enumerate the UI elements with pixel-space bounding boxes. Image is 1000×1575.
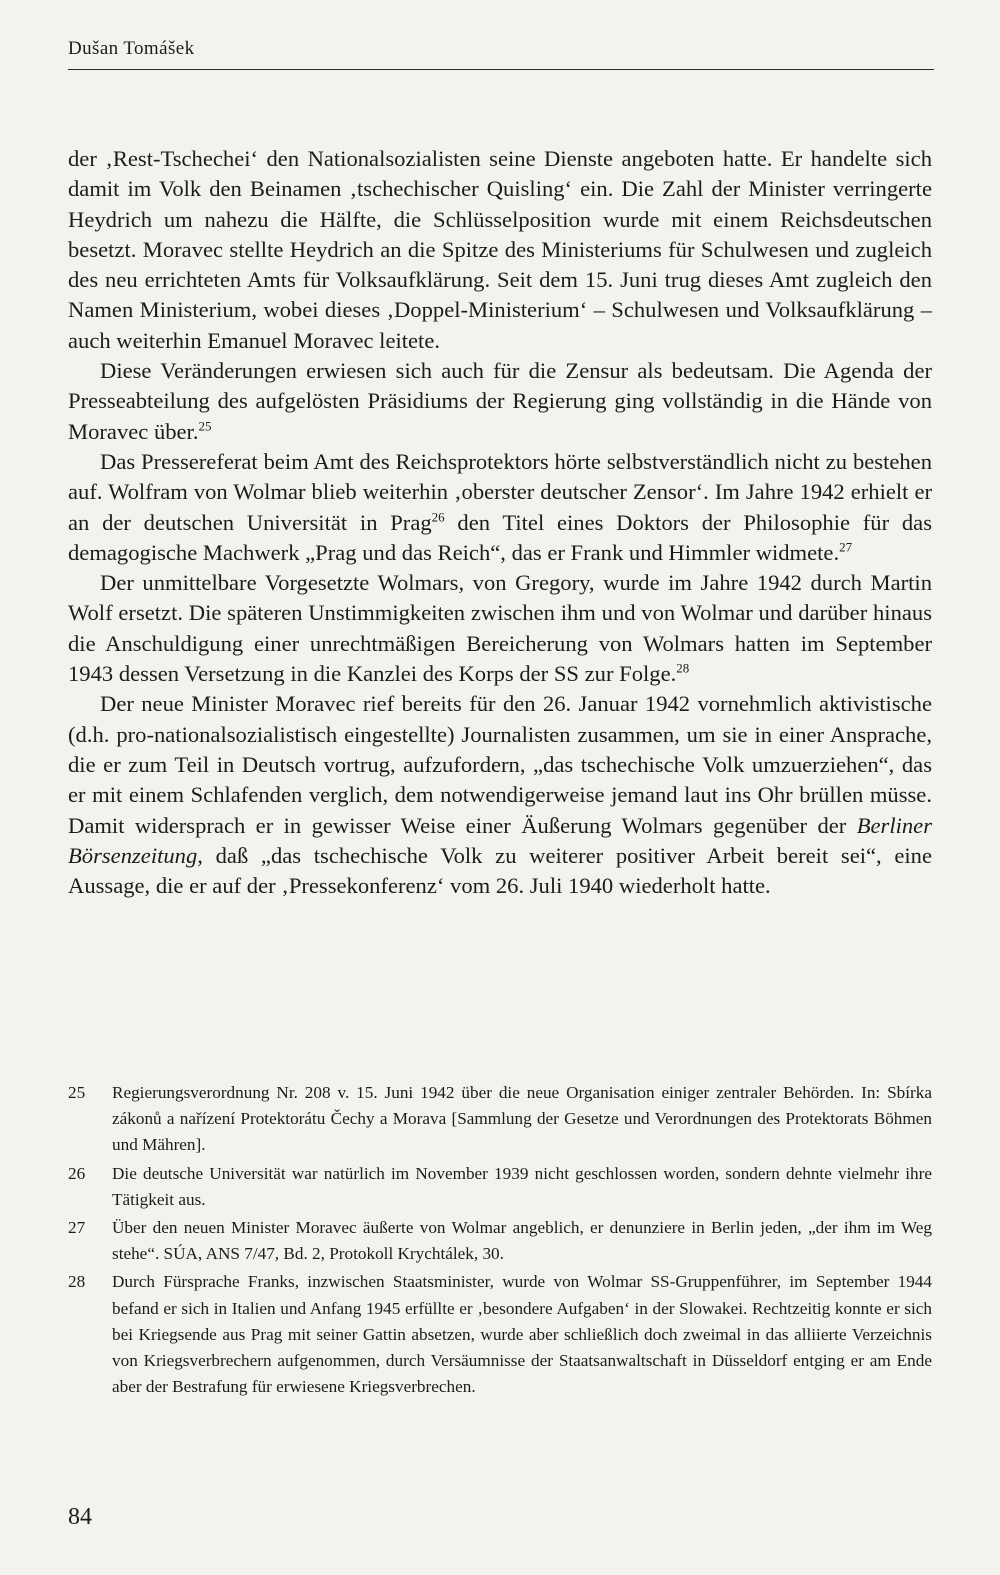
footnote-27 (68, 1215, 932, 1267)
footnote-26 (68, 1161, 932, 1213)
paragraph-2-text: Diese Veränderungen erwiesen sich auch für die Zensur als bedeutsam. Die Agenda der Presseabteilung des aufgelösten Präsidiums der Regierung ging vollständig in die Hände von Moravec über. (68, 358, 932, 444)
header-rule (68, 69, 934, 70)
footnote-number: 25 (68, 1083, 86, 1102)
main-text (68, 144, 932, 901)
footnote-ref-27: 27 (839, 539, 853, 555)
paragraph-4-text: Der unmittelbare Vorgesetzte Wolmars, von Gregory, wurde im Jahre 1942 durch Martin Wolf ersetzt. Die späteren Unstimmigkeiten zwischen ihm und von Wolmar und darüber hinaus die Anschuldigung einer unrechtmäßigen Bereicherung von Wolmars hatten im September 1943 dessen Versetzung in die Kanzlei des Korps der SS zur Folge. (68, 570, 932, 687)
footnote-number: 28 (68, 1272, 86, 1292)
footnote-text: Durch Fürsprache Franks, inzwischen Staatsminister, wurde von Wolmar SS-Gruppenführer, im September 1944 befand er sich in Italien und Anfang 1945 erfüllte er ‚besondere Aufgaben‘ in der Slowakei. Rechtzeitig konnte er sich bei Kriegsende aus Prag mit seiner Gattin absetzen, wurde aber schließlich doch zweimal in das alliierte Verzeichnis von Kriegsverbrechern aufgenommen, durch Versäumnisse der Staatsanwaltschaft in Düsseldorf entging er am Ende aber der Bestrafung für erwiesene Kriegsverbrechen. (112, 1272, 932, 1397)
footnote-text: Regierungsverordnung Nr. 208 v. 15. Juni 1942 über die neue Organisation einiger zentraler Behörden. In: Sbírka zákonů a nařízení Protektorátu Čechy a Morava [Sammlung der Gesetze und Verordnungen des Protektorats Böhmen und Mähren]. (112, 1083, 932, 1155)
paragraph-5-text-b: , daß „das tschechische Volk zu weiterer positiver Arbeit bereit sei“, eine Aussage, die er auf der ‚Pressekonferenz‘ vom 26. Juli 1940 wiederholt hatte. (68, 842, 932, 899)
paragraph-3 (68, 447, 932, 568)
paragraph-1 (68, 144, 932, 356)
page-number: 84 (68, 1504, 92, 1530)
footnote-28 (68, 1269, 932, 1400)
paragraph-2 (68, 356, 932, 447)
footnote-25 (68, 1080, 932, 1159)
footnote-ref-26: 26 (431, 509, 445, 525)
book-page (68, 0, 934, 1575)
paragraph-5 (68, 689, 932, 901)
footnote-text: Die deutsche Universität war natürlich im November 1939 nicht geschlossen worden, sondern dehnte vielmehr ihre Tätigkeit aus. (112, 1163, 932, 1209)
running-head-author: Dušan Tomášek (68, 38, 195, 59)
footnote-text: Über den neuen Minister Moravec äußerte von Wolmar angeblich, er denunziere in Berlin jeden, „der ihm im Weg stehe“. SÚA, ANS 7/47, Bd. 2, Protokoll Krychtálek, 30. (112, 1218, 932, 1264)
footnote-number: 27 (68, 1218, 86, 1238)
footnote-ref-28: 28 (676, 660, 690, 676)
footnotes (68, 1080, 932, 1402)
footnote-ref-25: 25 (198, 418, 212, 434)
newspaper-title: Berliner Börsenzeitung (68, 812, 932, 868)
paragraph-3-text-b: den Titel eines Doktors der Philosophie für das demagogische Machwerk „Prag und das Reich“, das er Frank und Himmler widmete. (68, 509, 932, 565)
footnote-number: 26 (68, 1163, 86, 1183)
paragraph-3-text-a: Das Pressereferat beim Amt des Reichsprotektors hörte selbstverständlich nicht zu bestehen auf. Wolfram von Wolmar blieb weiterhin ‚oberster deutscher Zensor‘. Im Jahre 1942 erhielt er an der deutschen Universität in Prag (68, 448, 932, 535)
paragraph-4 (68, 568, 932, 689)
paragraph-5-text-a: Der neue Minister Moravec rief bereits für den 26. Januar 1942 vornehmlich aktivistische (d.h. pro-nationalsozialistisch eingestellte) Journalisten zusammen, um sie in einer Ansprache, die er zum Teil in Deutsch vortrug, aufzufordern, „das tschechische Volk umzuerziehen“, das er mit einem Schlafenden verglich, dem notwendigerweise jemand laut ins Ohr brüllen müsse. Damit widersprach er in gewisser Weise einer Äußerung Wolmars gegenüber der (68, 691, 932, 838)
paragraph-1-text: der ‚Rest-Tschechei‘ den Nationalsozialisten seine Dienste angeboten hatte. Er handelte sich damit im Volk den Beinamen ‚tschechischer Quisling‘ ein. Die Zahl der Minister verringerte Heydrich um nahezu die Hälfte, die Schlüsselposition wurde mit einem Reichsdeutschen besetzt. Moravec stellte Heydrich an die Spitze des Ministeriums für Schulwesen und zugleich des neu errichteten Amts für Volksaufklärung. Seit dem 15. Juni trug dieses Amt zugleich den Namen Ministerium, wobei dieses ‚Doppel-Ministerium‘ – Schulwesen und Volksaufklärung – auch weiterhin Emanuel Moravec leitete. (68, 146, 932, 353)
